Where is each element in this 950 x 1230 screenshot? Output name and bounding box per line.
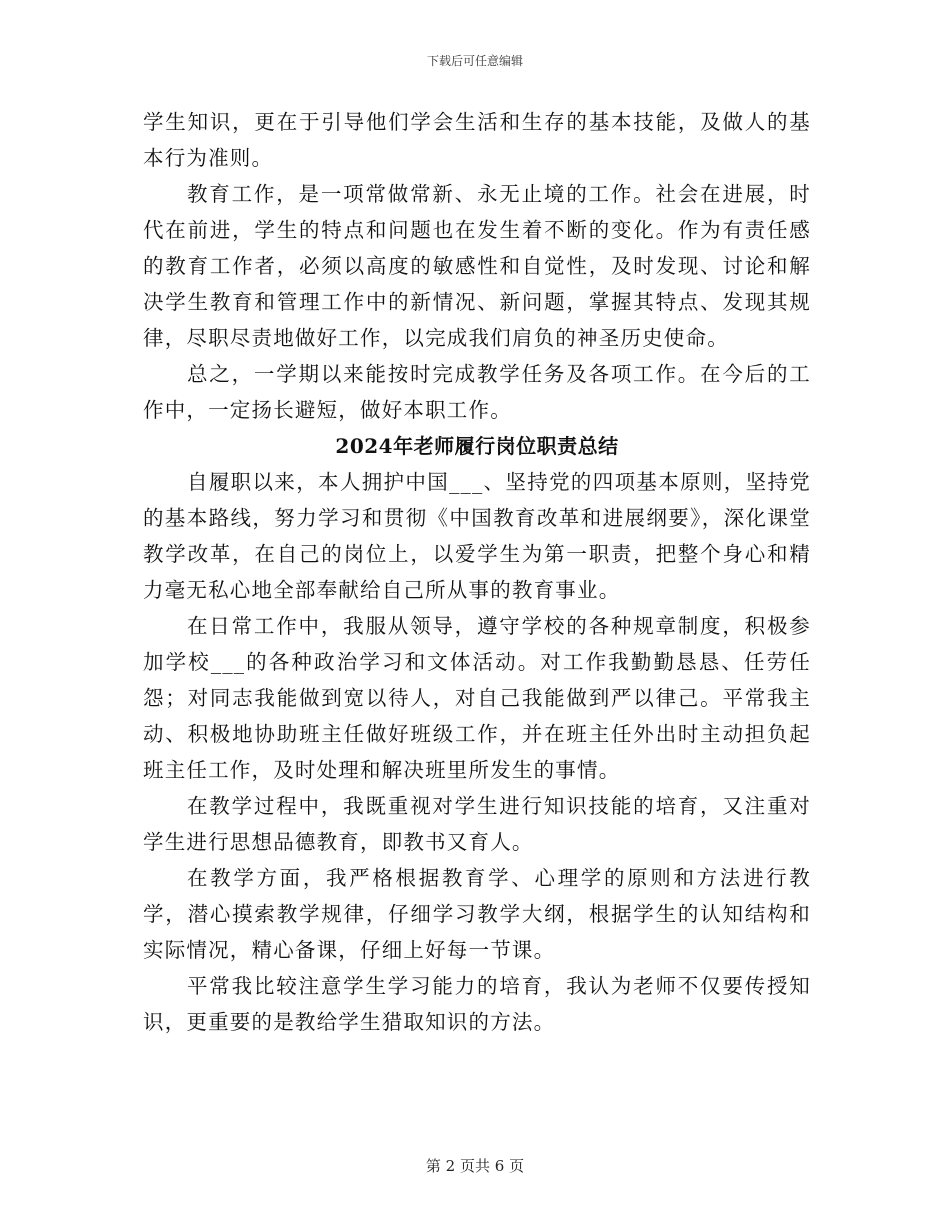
page-number: 第 2 页共 6 页 (425, 1157, 525, 1175)
paragraph-since-appointment: 自履职以来，本人拥护中国___、坚持党的四项基本原则，坚持党的基本路线，努力学习和贯彻《中国教育改革和进展纲要》，深化课堂教学改革，在自己的岗位上，以爱学生为第一职责，把整个身心和精力毫无私心地全部奉献给自己所从事的教育事业。 (143, 470, 811, 602)
paragraph-summary: 总之，一学期以来能按时完成教学任务及各项工作。在今后的工作中，一定扬长避短，做好本职工作。 (143, 362, 811, 422)
paragraph-teaching-process: 在教学过程中，我既重视对学生进行知识技能的培育，又注重对学生进行思想品德教育，即教书又育人。 (143, 794, 811, 854)
document-body (143, 104, 811, 1040)
paragraph-education-work: 教育工作，是一项常做常新、永无止境的工作。社会在进展，时代在前进，学生的特点和问题也在发生着不断的变化。作为有责任感的教育工作者，必须以高度的敏感性和自觉性，及时发现、讨论和解决学生教育和管理工作中的新情况、新问题，掌握其特点、发现其规律，尽职尽责地做好工作，以完成我们肩负的神圣历史使命。 (143, 182, 811, 350)
paragraph-continuation: 学生知识，更在于引导他们学会生活和生存的基本技能，及做人的基本行为准则。 (143, 110, 811, 170)
paragraph-learning-ability: 平常我比较注意学生学习能力的培育，我认为老师不仅要传授知识，更重要的是教给学生猎取知识的方法。 (143, 974, 811, 1034)
paragraph-daily-work: 在日常工作中，我服从领导，遵守学校的各种规章制度，积极参加学校___的各种政治学习和文体活动。对工作我勤勤恳恳、任劳任怨；对同志我能做到宽以待人，对自己我能做到严以律己。平常我主动、积极地协助班主任做好班级工作，并在班主任外出时主动担负起班主任工作，及时处理和解决班里所发生的事情。 (143, 614, 811, 782)
page-header: 下载后可任意编辑 (426, 54, 523, 68)
paragraph-teaching-methods: 在教学方面，我严格根据教育学、心理学的原则和方法进行教学，潜心摸索教学规律，仔细学习教学大纲，根据学生的认知结构和实际情况，精心备课，仔细上好每一节课。 (143, 866, 811, 962)
section-title: 2024年老师履行岗位职责总结 (335, 434, 619, 458)
